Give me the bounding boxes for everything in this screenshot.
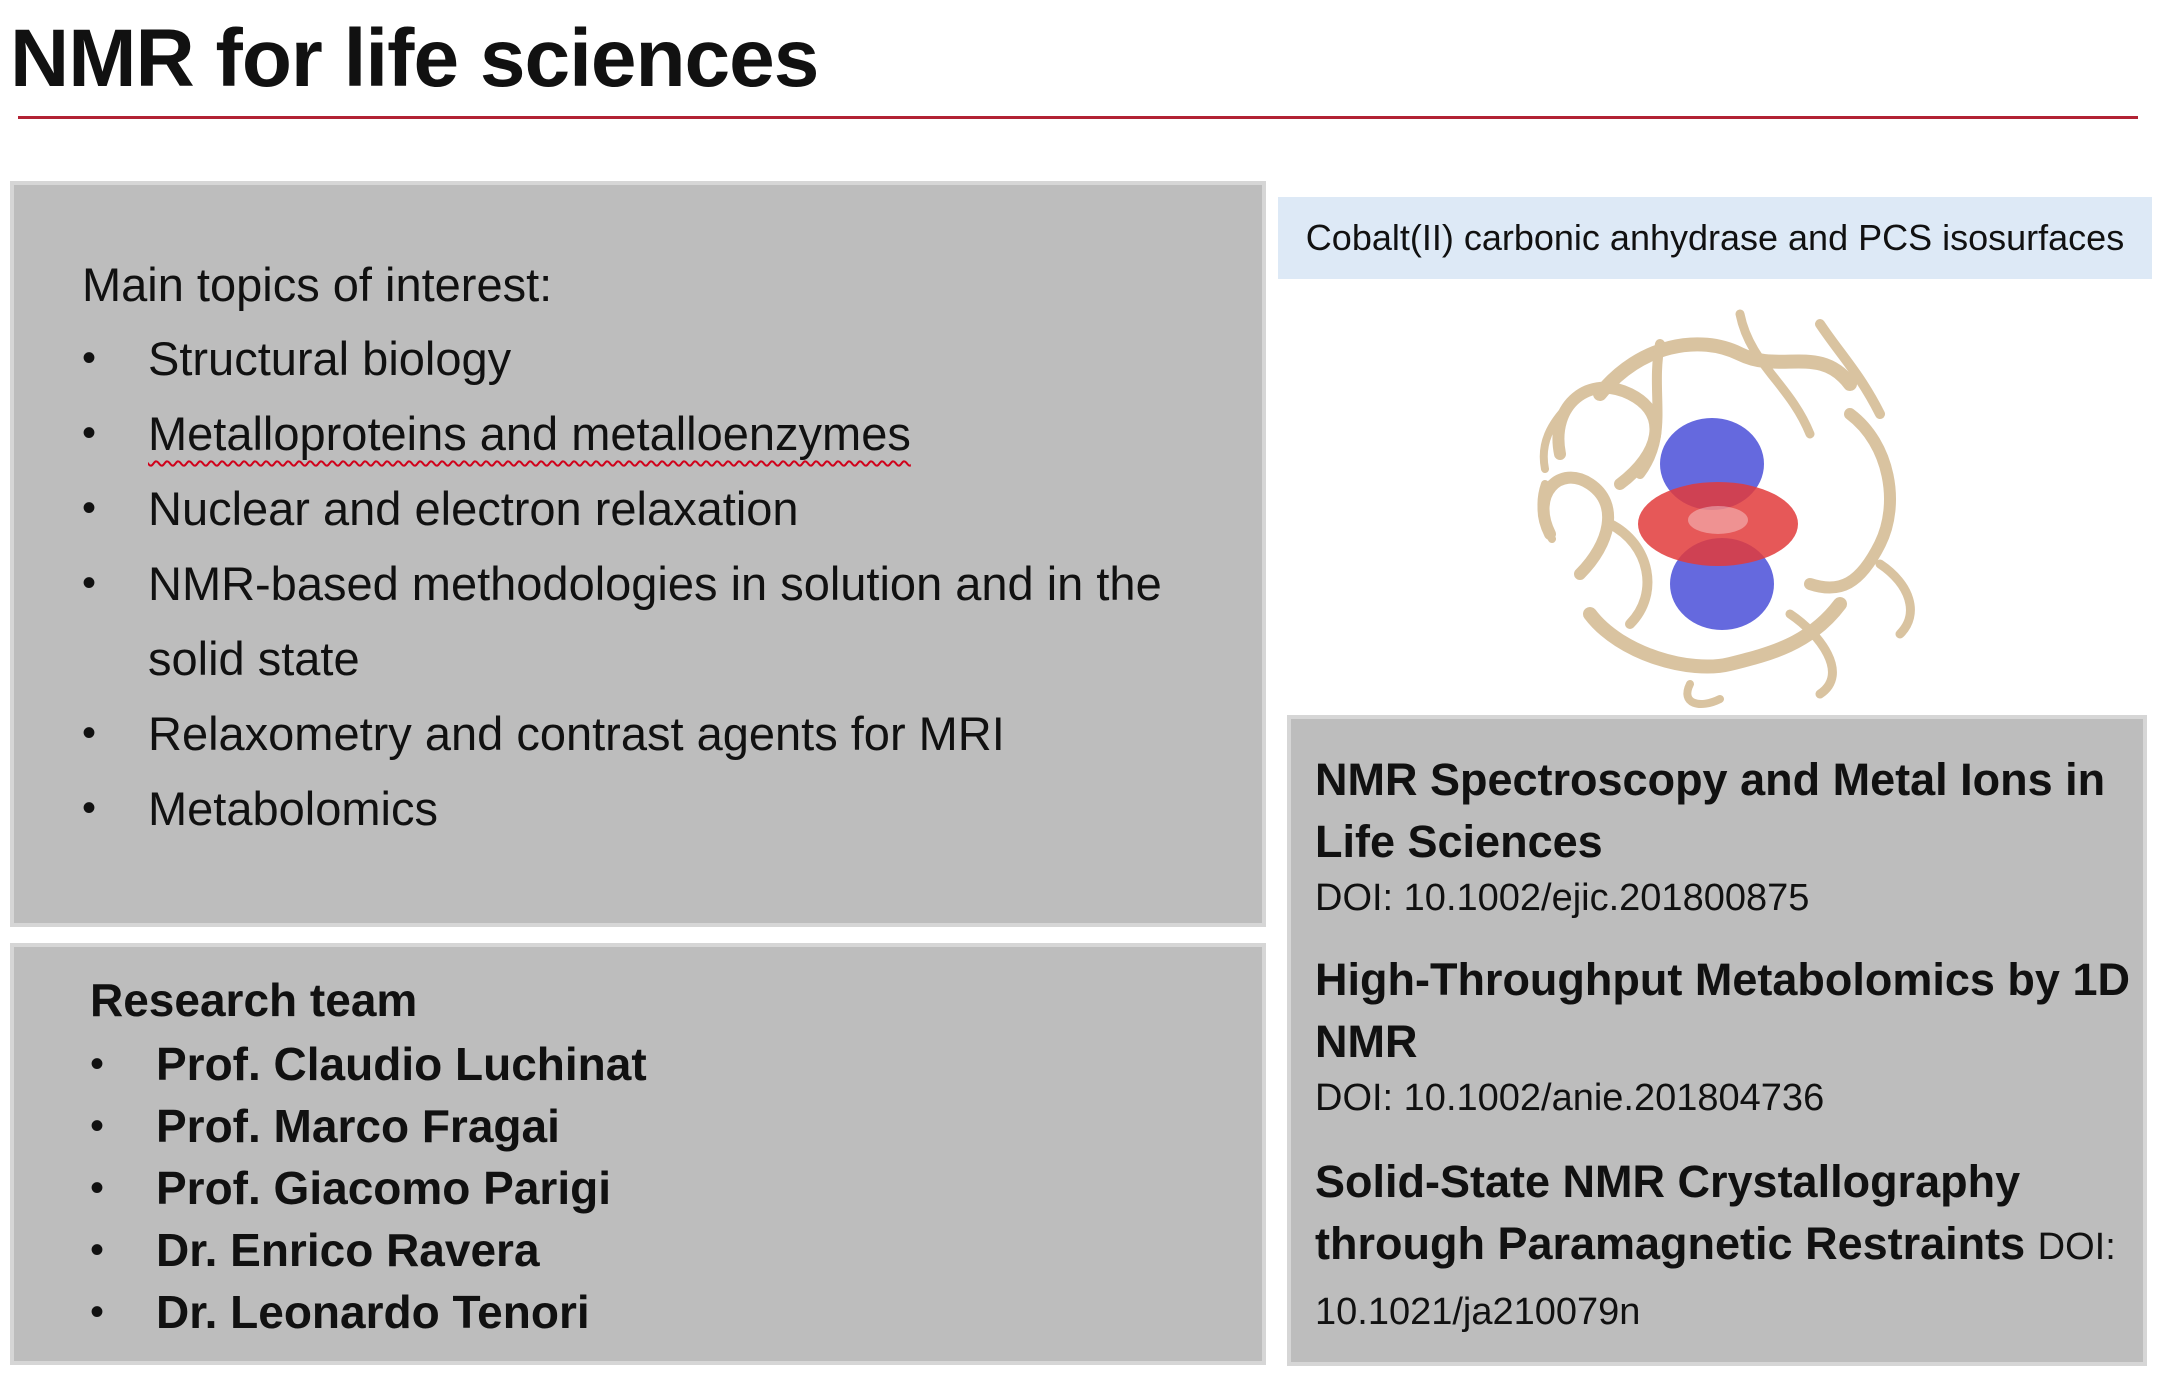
list-item — [82, 546, 1242, 696]
publication-title: High-Throughput Metabolomics by 1D NMR — [1315, 954, 2130, 1067]
topic-label: Metabolomics — [148, 782, 438, 835]
topics-panel — [10, 181, 1266, 927]
bullet-icon: • — [82, 486, 97, 530]
topic-label: Nuclear and electron relaxation — [148, 482, 799, 535]
topic-label: NMR-based methodologies in solution and in the solid state — [148, 557, 1162, 685]
team-member-name: Prof. Claudio Luchinat — [156, 1038, 647, 1090]
list-item — [90, 1219, 647, 1281]
bullet-icon: • — [82, 711, 97, 755]
team-member-name: Prof. Giacomo Parigi — [156, 1162, 611, 1214]
publication-doi[interactable]: DOI: 10.1021/ja210079n — [1315, 1226, 2116, 1333]
page-title: NMR for life sciences — [10, 13, 819, 104]
topic-label: Structural biology — [148, 332, 512, 385]
bullet-icon: • — [90, 1042, 105, 1086]
bullet-icon: • — [82, 336, 97, 380]
topic-label: Relaxometry and contrast agents for MRI — [148, 707, 1005, 760]
topics-list — [82, 321, 1242, 846]
list-item — [90, 1095, 647, 1157]
isosurface-highlight — [1688, 506, 1748, 534]
team-list — [90, 1033, 647, 1343]
list-item — [90, 1281, 647, 1343]
list-item — [90, 1033, 647, 1095]
team-member-name: Dr. Leonardo Tenori — [156, 1286, 590, 1338]
protein-figure — [1490, 284, 1950, 714]
research-team-panel — [10, 943, 1266, 1365]
publication-doi[interactable]: DOI: 10.1002/anie.201804736 — [1315, 1077, 1825, 1119]
list-item — [82, 771, 1242, 846]
publication-doi[interactable]: DOI: 10.1002/ejic.201800875 — [1315, 877, 1810, 919]
team-member-name: Prof. Marco Fragai — [156, 1100, 560, 1152]
bullet-icon: • — [90, 1290, 105, 1334]
bullet-icon: • — [82, 786, 97, 830]
list-item — [82, 471, 1242, 546]
protein-structure-image — [1490, 284, 1950, 714]
list-item — [90, 1157, 647, 1219]
bullet-icon: • — [90, 1166, 105, 1210]
bullet-icon: • — [82, 561, 97, 605]
title-divider — [18, 116, 2138, 119]
bullet-icon: • — [90, 1228, 105, 1272]
publication-title-with-doi — [1315, 1151, 2135, 1343]
pcs-isosurfaces — [1638, 418, 1798, 630]
figure-caption-text: Cobalt(II) carbonic anhydrase and PCS isosurfaces — [1305, 217, 2125, 258]
publication-entry — [1315, 1151, 2135, 1343]
team-heading: Research team — [90, 974, 418, 1026]
team-member-name: Dr. Enrico Ravera — [156, 1224, 540, 1276]
list-item — [82, 396, 1242, 471]
publication-title: Solid-State NMR Crystallography through Paramagnetic Restraints — [1315, 1156, 2026, 1269]
publication-title: NMR Spectroscopy and Metal Ions in Life Sciences — [1315, 754, 2106, 867]
topics-heading: Main topics of interest: — [82, 258, 553, 311]
list-item — [82, 696, 1242, 771]
figure-caption — [1278, 197, 2152, 279]
bullet-icon: • — [82, 411, 97, 455]
bullet-icon: • — [90, 1104, 105, 1148]
topic-label: Metalloproteins and metalloenzymes — [148, 407, 911, 460]
list-item — [82, 321, 1242, 396]
publication-entry — [1315, 749, 2135, 923]
publications-panel — [1287, 715, 2147, 1366]
publication-entry — [1315, 949, 2135, 1123]
